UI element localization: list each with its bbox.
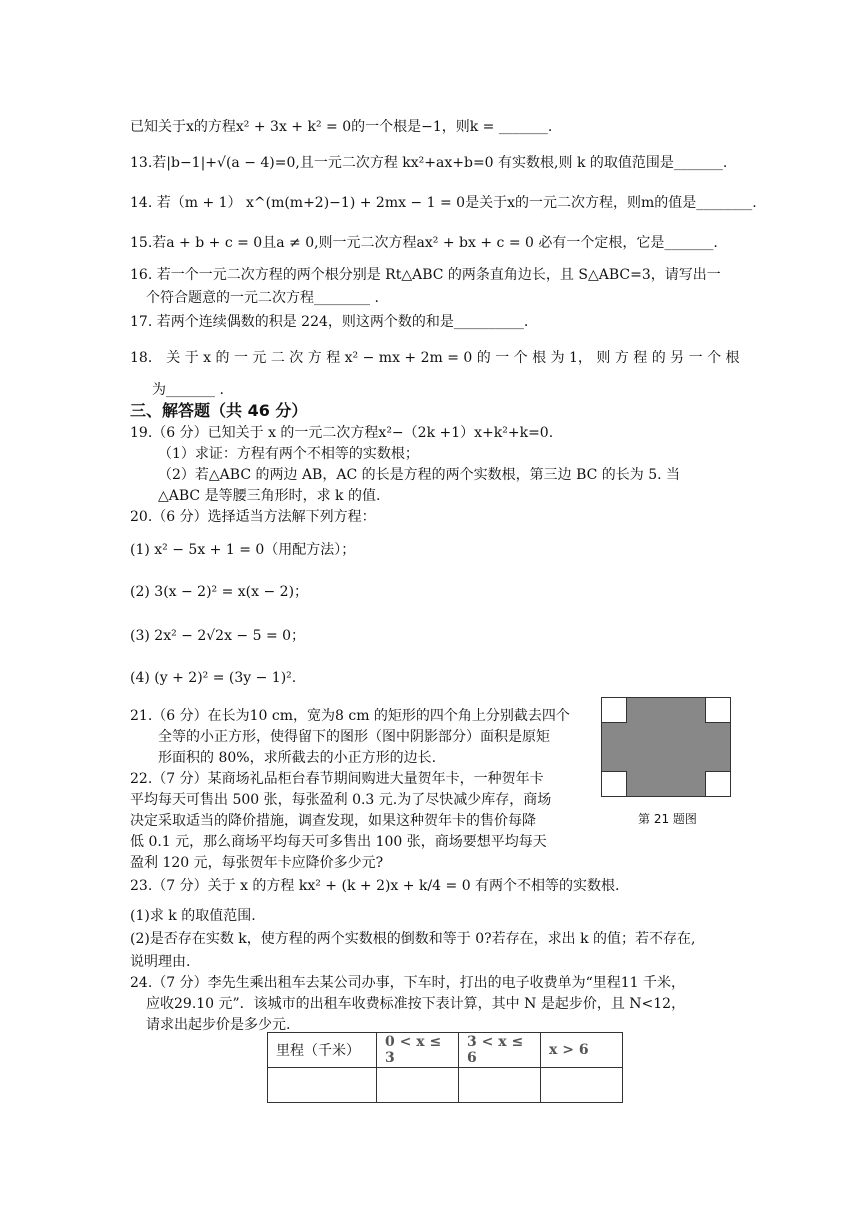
question-16-line1: 16. 若一个一元二次方程的两个根分别是 Rt△ABC 的两条直角边长，且 S△ABC=3，请写出一	[130, 267, 721, 283]
question-18-line2: 为_______ .	[152, 382, 224, 398]
table-row	[268, 1033, 623, 1068]
question-20-part1: (1) x² − 5x + 1 = 0（用配方法）；	[130, 542, 356, 558]
question-16-line2: 个符合题意的一元二次方程________ .	[146, 290, 379, 306]
fare-table	[267, 1032, 623, 1103]
question-23-line1: 23.（7 分）关于 x 的方程 kx² + (k + 2)x + k/4 = 0 有两个不相等的实数根.	[130, 878, 620, 894]
question-20-title: 20.（6 分）选择适当方法解下列方程：	[130, 509, 376, 525]
table-header-cell: 里程（千米）	[268, 1033, 377, 1068]
question-24-line2: 应收29.10 元”．该城市的出租车收费标准按下表计算，其中 N 是起步价，且 N<12，	[146, 996, 686, 1012]
question-19-line1: 19.（6 分）已知关于 x 的一元二次方程x²−（2k +1）x+k²+k=0.	[130, 425, 554, 441]
question-17: 17. 若两个连续偶数的积是 224，则这两个数的和是__________.	[130, 314, 529, 330]
question-14: 14. 若（m + 1） x^(m(m+2)−1) + 2mx − 1 = 0是关于x的一元二次方程，则m的值是________.	[130, 195, 757, 211]
table-cell	[459, 1068, 541, 1103]
question-20-part3: (3) 2x² − 2√2x − 5 = 0；	[130, 628, 306, 644]
question-24-line1: 24.（7 分）李先生乘出租车去某公司办事，下车时，打出的电子收费单为“里程11 千米，	[130, 975, 686, 991]
figure-caption: 第 21 题图	[638, 812, 697, 826]
question-15: 15.若a + b + c = 0且a ≠ 0,则一元二次方程ax² + bx + c = 0 必有一个定根，它是_______.	[130, 235, 718, 251]
question-20-part2: (2) 3(x − 2)² = x(x − 2)；	[130, 584, 309, 600]
question-21-line2: 全等的小正方形，使得留下的图形（图中阴影部分）面积是原矩	[158, 729, 550, 745]
section-heading: 三、解答题（共 46 分）	[130, 401, 308, 420]
question-19-line2: （1）求证：方程有两个不相等的实数根；	[158, 446, 419, 462]
question-13: 13.若|b−1|+√(a − 4)=0,且一元二次方程 kx²+ax+b=0 有实数根,则 k 的取值范围是_______.	[130, 155, 728, 171]
table-cell: 0 < x ≤ 3	[377, 1033, 459, 1068]
question-19-line3: （2）若△ABC 的两边 AB，AC 的长是方程的两个实数根，第三边 BC 的长为 5. 当	[158, 467, 681, 483]
question-23-part2-cont: 说明理由.	[130, 954, 191, 970]
table-cell: x > 6	[541, 1033, 623, 1068]
question-18-line1: 18． 关 于 x 的 一 元 二 次 方 程 x² − mx + 2m = 0 的 一 个 根 为 1， 则 方 程 的 另 一 个 根	[130, 350, 740, 366]
table-cell	[377, 1068, 459, 1103]
table-row	[268, 1068, 623, 1103]
question-12: 已知关于x的方程x² + 3x + k² = 0的一个根是−1，则k = _______.	[130, 119, 553, 135]
question-20-part4: (4) (y + 2)² = (3y − 1)².	[130, 670, 297, 686]
question-22-line5: 盈利 120 元，每张贺年卡应降价多少元?	[130, 855, 384, 871]
rectangle-figure	[601, 697, 731, 797]
question-22-line3: 决定采取适当的降价措施，调查发现，如果这种贺年卡的售价每降	[130, 813, 536, 829]
question-22-line1: 22.（7 分）某商场礼品柜台春节期间购进大量贺年卡，一种贺年卡	[130, 771, 544, 787]
question-23-part2: (2)是否存在实数 k，使方程的两个实数根的倒数和等于 0?若存在，求出 k 的值；若不存在,	[130, 931, 696, 947]
question-24-line3: 请求出起步价是多少元.	[146, 1017, 291, 1033]
corner-square-top-left	[601, 697, 627, 723]
table-cell	[541, 1068, 623, 1103]
question-22-line2: 平均每天可售出 500 张，每张盈利 0.3 元.为了尽快减少库存，商场	[130, 792, 552, 808]
question-21-line1: 21.（6 分）在长为10 cm，宽为8 cm 的矩形的四个角上分别截去四个	[130, 708, 570, 724]
question-22-line4: 低 0.1 元，那么商场平均每天可多售出 100 张，商场要想平均每天	[130, 834, 547, 850]
question-21-line3: 形面积的 80%，求所截去的小正方形的边长.	[158, 750, 437, 766]
table-cell: 3 < x ≤ 6	[459, 1033, 541, 1068]
corner-square-bottom-right	[705, 771, 731, 797]
corner-square-top-right	[705, 697, 731, 723]
question-19-line4: △ABC 是等腰三角形时，求 k 的值.	[158, 488, 381, 504]
question-23-part1: (1)求 k 的取值范围.	[130, 908, 256, 924]
corner-square-bottom-left	[601, 771, 627, 797]
table-cell	[268, 1068, 377, 1103]
